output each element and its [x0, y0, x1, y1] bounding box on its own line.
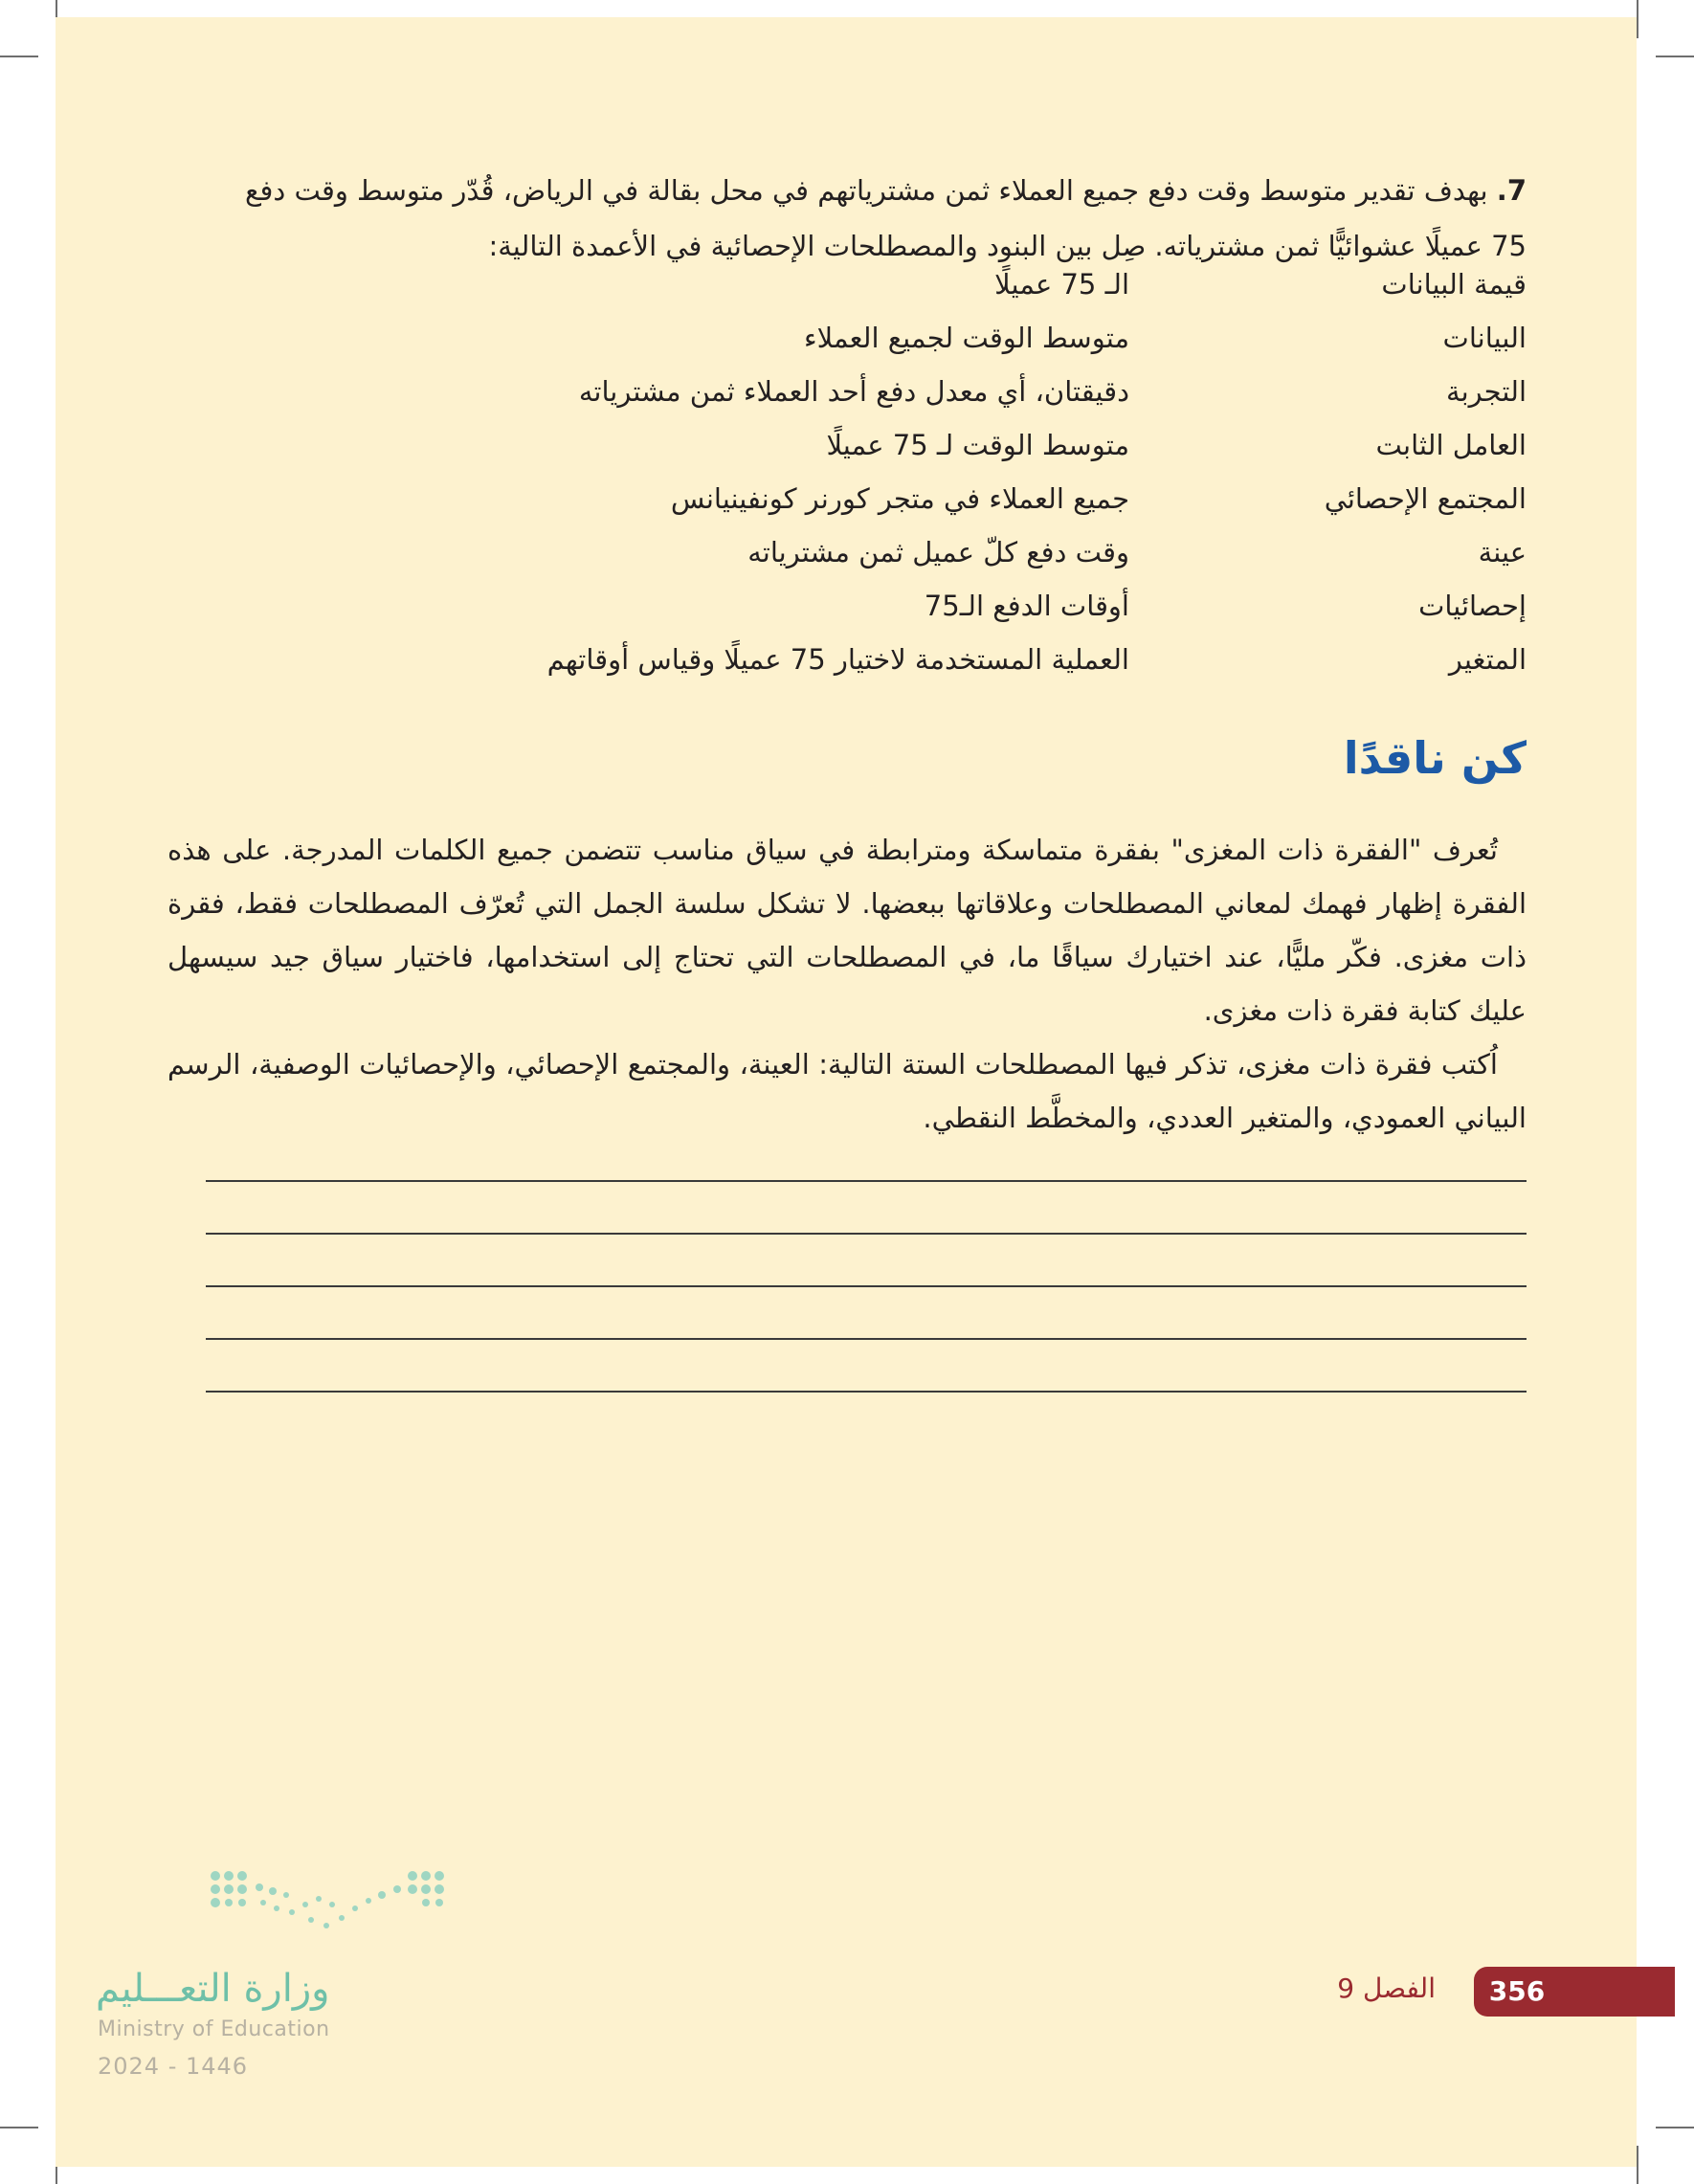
answer-line[interactable]: [206, 1391, 1527, 1393]
crop-mark: [1656, 2127, 1694, 2128]
matching-definition: جميع العملاء في متجر كورنر كونفينيانس: [670, 482, 1129, 515]
answer-line[interactable]: [206, 1338, 1527, 1340]
crop-mark: [0, 56, 38, 57]
answer-line[interactable]: [206, 1180, 1527, 1182]
section-heading: كن ناقدًا: [1343, 732, 1527, 784]
crop-mark: [1656, 56, 1694, 57]
matching-term: العامل الثابت: [1375, 429, 1527, 461]
problem-line-1: [158, 163, 1527, 218]
answer-line[interactable]: [206, 1285, 1527, 1287]
paragraph-2: اُكتب فقرة ذات مغزى، تذكر فيها المصطلحات الستة التالية: العينة، والمجتمع الإحصائي، والإحصائيات الوصفية، الرسم البياني العمودي، والمتغير العددي، والمخطَّط النقطي.: [167, 1048, 1527, 1134]
ministry-logo-icon: [206, 1866, 455, 1943]
matching-term: التجربة: [1446, 375, 1527, 408]
matching-term: البيانات: [1442, 322, 1527, 354]
ministry-name-english: Ministry of Education: [98, 2017, 330, 2041]
matching-row: [187, 536, 1527, 590]
problem-number: 7.: [1496, 174, 1527, 207]
answer-line[interactable]: [206, 1233, 1527, 1235]
crop-mark: [0, 2127, 38, 2128]
matching-term: إحصائيات: [1418, 590, 1527, 622]
matching-term: المجتمع الإحصائي: [1324, 482, 1527, 515]
matching-row: [187, 429, 1527, 482]
matching-definition: الـ 75 عميلًا: [994, 268, 1129, 301]
problem-7: [158, 163, 1527, 274]
page-number: 356: [1488, 1975, 1546, 2007]
matching-definition: وقت دفع كلّ عميل ثمن مشترياته: [747, 536, 1129, 568]
matching-row: [187, 268, 1527, 322]
matching-row: [187, 322, 1527, 375]
problem-line-2: 75 عميلًا عشوائيًّا ثمن مشترياته. صِل بين البنود والمصطلحات الإحصائية في الأعمدة التالية:: [488, 230, 1527, 262]
crop-mark: [1637, 0, 1638, 38]
matching-term: قيمة البيانات: [1381, 268, 1527, 301]
paragraph-1: تُعرف "الفقرة ذات المغزى" بفقرة متماسكة ومترابطة في سياق مناسب تتضمن جميع الكلمات المدرجة. على هذه الفقرة إظهار فهمك لمعاني المصطلحات وعلاقاتها ببعضها. لا تشكل سلسة الجمل التي تُعرّف المصطلحات فقط، فقرة ذات مغزى. فكّر مليًّا، عند اختيارك سياقًا ما، في المصطلحات التي تحتاج إلى استخدامها، فاختيار سياق جيد سيسهل عليك كتابة فقرة ذات مغزى.: [167, 834, 1527, 1027]
matching-definition: متوسط الوقت لجميع العملاء: [803, 322, 1129, 354]
edition-year: 2024 - 1446: [98, 2053, 249, 2080]
matching-definition: متوسط الوقت لـ 75 عميلًا: [826, 429, 1129, 461]
critical-paragraphs: [167, 823, 1527, 1145]
matching-definition: العملية المستخدمة لاختيار 75 عميلًا وقياس أوقاتهم: [546, 643, 1129, 676]
ministry-name-arabic: وزارة التعـــليم: [96, 1967, 330, 2011]
matching-term: المتغير: [1448, 643, 1527, 676]
matching-definition: دقيقتان، أي معدل دفع أحد العملاء ثمن مشترياته: [578, 375, 1129, 408]
matching-row: [187, 482, 1527, 536]
matching-definition: أوقات الدفع الـ75: [924, 590, 1129, 622]
matching-row: [187, 643, 1527, 697]
matching-row: [187, 590, 1527, 643]
matching-term: عينة: [1478, 536, 1527, 568]
matching-row: [187, 375, 1527, 429]
crop-mark: [1637, 2146, 1638, 2184]
problem-text-1: بهدف تقدير متوسط وقت دفع جميع العملاء ثمن مشترياتهم في محل بقالة في الرياض، قُدّر متوسط وقت دفع: [245, 174, 1488, 207]
chapter-label: الفصل 9: [1337, 1972, 1436, 2004]
